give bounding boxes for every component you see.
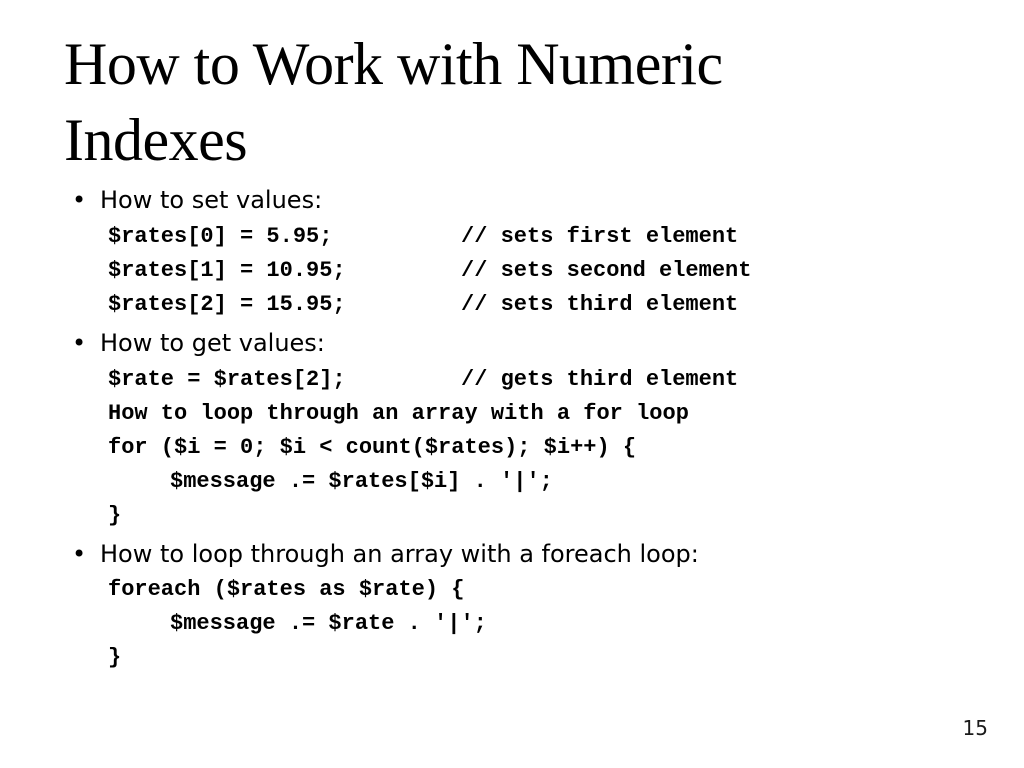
- code-line-set-2: [108, 291, 738, 319]
- bullet-marker: •: [72, 186, 87, 214]
- bullet-marker: •: [72, 540, 87, 568]
- code-line-get-0: [108, 366, 738, 394]
- code-line-set-0: [108, 223, 738, 251]
- code-statement: $rates[0] = 5.95;: [108, 224, 333, 249]
- bullet-text: How to loop through an array with a foreach loop:: [100, 540, 699, 568]
- slide-title-line-1: How to Work with Numeric: [64, 31, 723, 97]
- code-line-for-1: for ($i = 0; $i < count($rates); $i++) {: [108, 435, 637, 460]
- slide-title: [64, 26, 964, 178]
- bullet-text: How to set values:: [100, 186, 323, 214]
- code-statement: $rate = $rates[2];: [108, 367, 346, 392]
- code-comment: // sets first element: [461, 224, 739, 249]
- code-line-foreach-1: foreach ($rates as $rate) {: [108, 577, 465, 602]
- code-line-for-3: }: [108, 503, 122, 528]
- bullet-text: How to get values:: [100, 329, 325, 357]
- code-comment: // sets third element: [461, 292, 739, 317]
- code-line-for-2: $message .= $rates[$i] . '|';: [170, 469, 553, 494]
- slide-title-line-2: Indexes: [64, 107, 248, 173]
- bullet-marker: •: [72, 329, 87, 357]
- code-statement: $rates[1] = 10.95;: [108, 258, 346, 283]
- bullet-get-values: [72, 328, 325, 358]
- code-line-for-heading: How to loop through an array with a for loop: [108, 401, 689, 426]
- code-statement: $rates[2] = 15.95;: [108, 292, 346, 317]
- code-comment: // gets third element: [461, 367, 739, 392]
- code-line-foreach-2: $message .= $rate . '|';: [170, 611, 487, 636]
- bullet-foreach-loop: [72, 539, 699, 569]
- code-line-foreach-3: }: [108, 645, 122, 670]
- code-line-set-1: [108, 257, 751, 285]
- code-comment: // sets second element: [461, 258, 752, 283]
- bullet-set-values: [72, 185, 322, 215]
- page-number: 15: [962, 716, 988, 740]
